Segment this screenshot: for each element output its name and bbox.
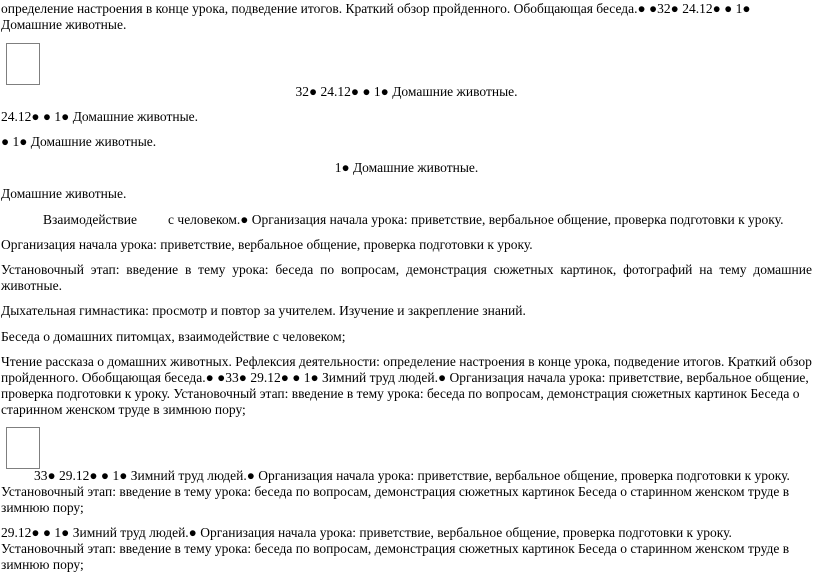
paragraph-13-second: Установочный этап: введение в тему урока: беседа по вопросам, демонстрация сюжетных картинок Беседа о старинном женском труде в зимнюю пору; xyxy=(1,484,790,515)
paragraph-10: Дыхательная гимнастика: просмотр и повтор за учителем. Изучение и закрепление знаний. xyxy=(1,303,526,318)
interaction-heading: Взаимодействие xyxy=(43,212,138,227)
image-placeholder-1 xyxy=(6,43,40,85)
image-placeholder-2 xyxy=(6,427,40,469)
paragraph-14: 29.12● ● 1● Зимний труд людей.● Организация начала урока: приветствие, вербальное общение, проверка подготовки к уроку. Установочный этап: введение в тему урока: беседа по вопросам, демонстрация сюжетных картинок Беседа о старинном женском труде в зимнюю пору; xyxy=(1,525,790,572)
paragraph-12: Чтение рассказа о домашних животных. Рефлексия деятельности: определение настроения в конце урока, подведение итогов. Краткий обзор пройденного. Обобщающая беседа.● ●33● 29.12● ● 1● Зимний труд людей.● Организация начала урока: приветствие, вербальное общение, проверка подготовки к уроку. Установочный этап: введение в тему урока: беседа по вопросам, демонстрация сюжетных картинок Беседа о старинном женском труде в зимнюю пору; xyxy=(1,354,812,417)
paragraph-8: Организация начала урока: приветствие, вербальное общение, проверка подготовки к уроку. xyxy=(1,237,533,252)
paragraph-4: ● 1● Домашние животные. xyxy=(1,134,157,149)
paragraph-5: 1● Домашние животные. xyxy=(334,160,479,175)
paragraph-7 xyxy=(43,212,812,228)
paragraph-1: определение настроения в конце урока, подведение итогов. Краткий обзор пройденного. Обобщающая беседа.● ●32● 24.12● ● 1● Домашние животные. xyxy=(1,1,751,32)
paragraph-9: Установочный этап: введение в тему урока: беседа по вопросам, демонстрация сюжетных картинок, фотографий на тему домашние животные. xyxy=(1,262,812,293)
paragraph-3: 24.12● ● 1● Домашние животные. xyxy=(1,109,199,124)
interaction-text: с человеком.● Организация начала урока: приветствие, вербальное общение, проверка подготовки к уроку. xyxy=(168,212,784,227)
paragraph-2: 32● 24.12● ● 1● Домашние животные. xyxy=(295,84,518,99)
paragraph-11: Беседа о домашних питомцах, взаимодействие с человеком; xyxy=(1,329,346,344)
paragraph-6: Домашние животные. xyxy=(1,186,127,201)
paragraph-13-first: 33● 29.12● ● 1● Зимний труд людей.● Организация начала урока: приветствие, вербальное общение, проверка подготовки к уроку. xyxy=(34,468,790,483)
paragraph-13 xyxy=(1,468,812,516)
